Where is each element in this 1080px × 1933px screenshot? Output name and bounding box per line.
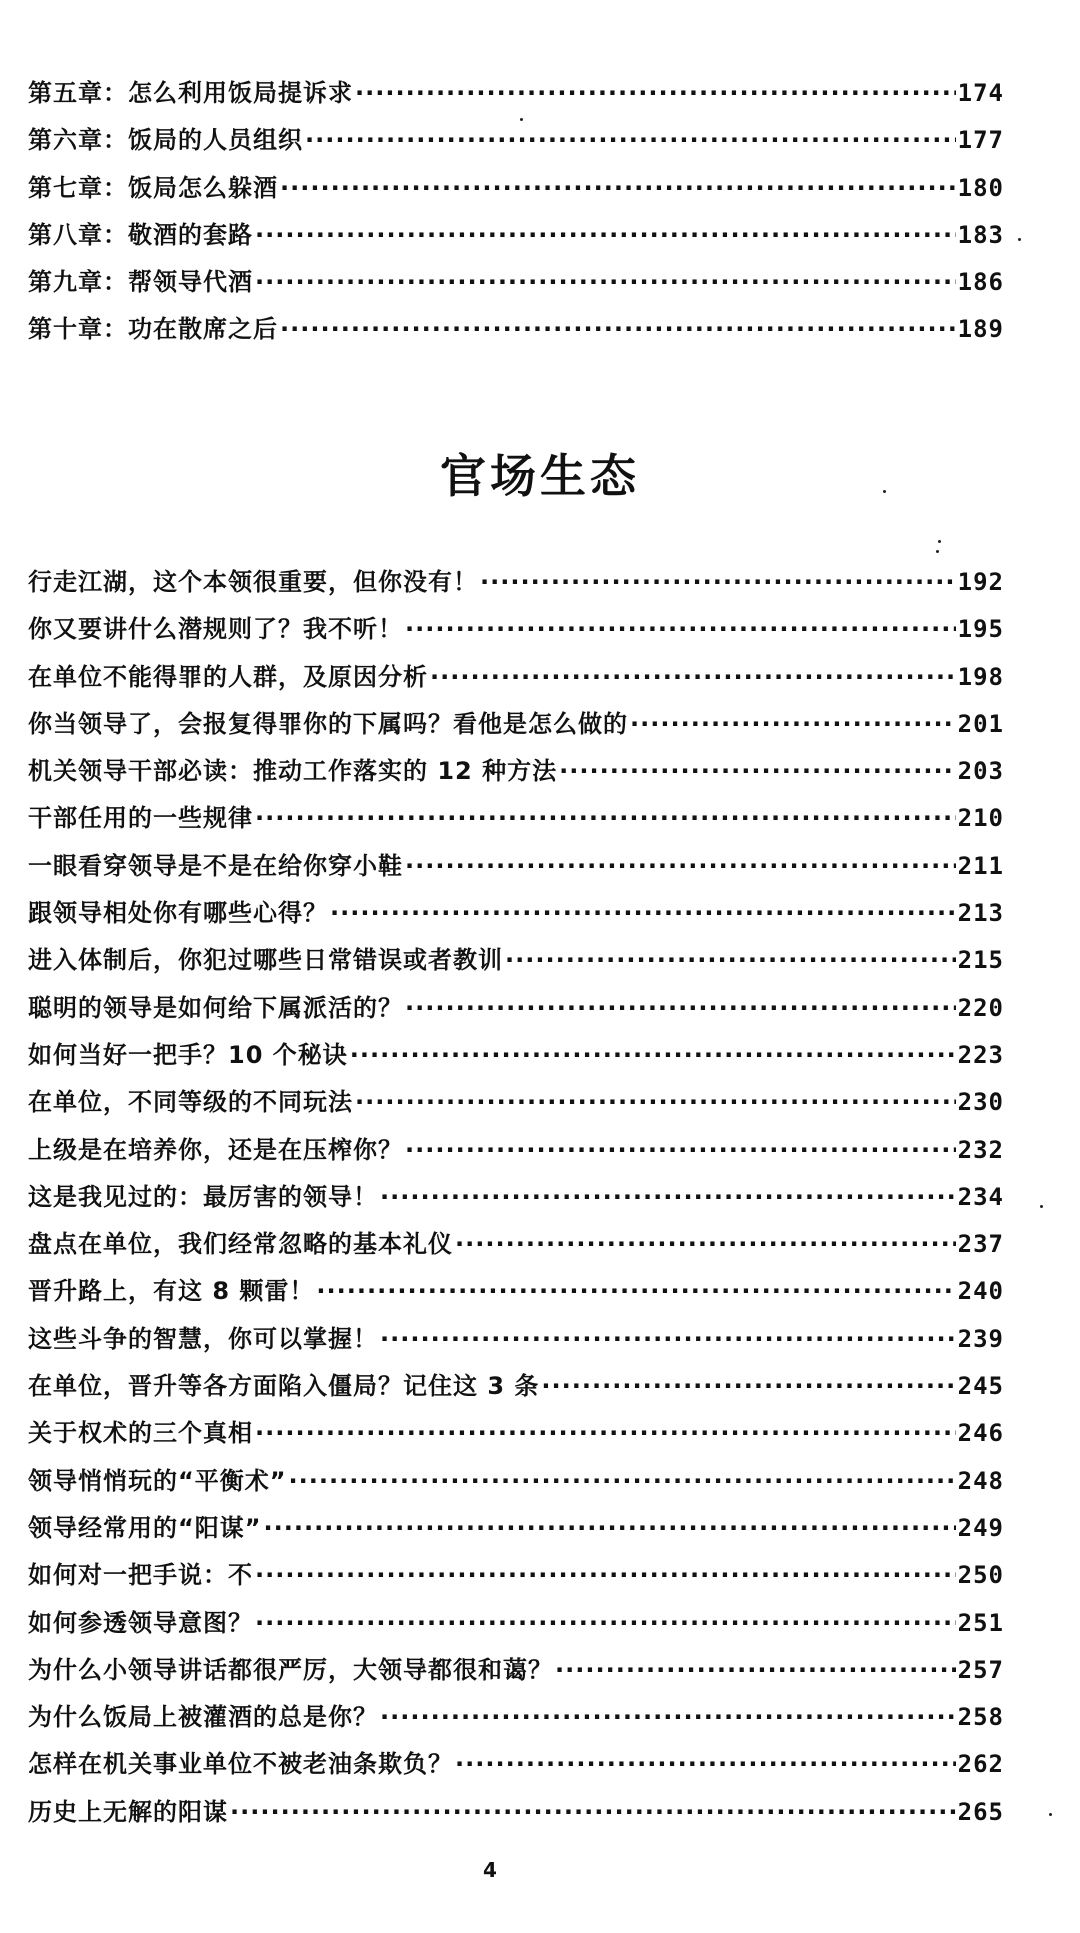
scan-speck — [883, 490, 886, 493]
toc-entry-page: 195 — [957, 615, 1004, 644]
toc-dot-leader — [380, 1703, 956, 1731]
toc-entry-page: 223 — [957, 1040, 1004, 1069]
toc-entry-title: 历史上无解的阳谋 — [28, 1797, 228, 1826]
toc-entry-page: 240 — [957, 1277, 1004, 1306]
toc-dot-leader — [630, 710, 956, 738]
toc-dot-leader — [330, 899, 956, 927]
toc-dot-leader — [405, 994, 956, 1022]
toc-entry-page: 234 — [957, 1182, 1004, 1211]
toc-entry-title: 如何对一把手说：不 — [28, 1561, 253, 1590]
toc-entry — [28, 1555, 1004, 1602]
toc-entry-title: 在单位，不同等级的不同玩法 — [28, 1088, 353, 1117]
toc-dot-leader — [255, 268, 956, 296]
toc-dot-leader — [280, 315, 956, 343]
toc-entry-page: 215 — [957, 946, 1004, 975]
toc-entry — [28, 562, 1004, 609]
toc-entry-page: 262 — [957, 1750, 1004, 1779]
toc-entry-title: 跟领导相处你有哪些心得？ — [28, 899, 328, 928]
toc-dot-leader — [316, 1277, 955, 1305]
toc-dot-leader — [280, 174, 956, 202]
toc-dot-leader — [305, 126, 956, 154]
toc-entry-title: 机关领导干部必读：推动工作落实的 12 种方法 — [28, 757, 558, 786]
toc-entry-page: 230 — [957, 1088, 1004, 1117]
toc-entry — [28, 262, 1004, 309]
scan-speck — [520, 118, 523, 121]
toc-entry-title: 如何参透领导意图？ — [28, 1608, 253, 1637]
toc-dot-leader — [480, 568, 956, 596]
toc-entry-page: 203 — [957, 757, 1004, 786]
toc-entry-page: 232 — [957, 1135, 1004, 1164]
toc-entry — [28, 1319, 1004, 1366]
toc-entry — [28, 168, 1004, 215]
toc-entry-title: 干部任用的一些规律 — [28, 804, 253, 833]
toc-dot-leader — [405, 1136, 956, 1164]
toc-dot-leader — [255, 221, 956, 249]
toc-dot-leader — [380, 1183, 956, 1211]
toc-entry-title: 你又要讲什么潜规则了？我不听！ — [28, 615, 403, 644]
toc-entry-title: 领导悄悄玩的“平衡术” — [28, 1466, 287, 1495]
toc-entry-page: 189 — [957, 315, 1004, 344]
toc-entry-title: 关于权术的三个真相 — [28, 1419, 253, 1448]
toc-entry-title: 第六章：饭局的人员组织 — [28, 126, 303, 155]
toc-entry-page: 210 — [957, 804, 1004, 833]
toc-dot-leader — [559, 757, 956, 785]
toc-entry-title: 在单位，晋升等各方面陷入僵局？记住这 3 条 — [28, 1372, 540, 1401]
toc-dot-leader — [230, 1798, 956, 1826]
toc-dot-leader — [455, 1750, 956, 1778]
toc-entry-page: 198 — [957, 662, 1004, 691]
toc-entry-title: 上级是在培养你，还是在压榨你？ — [28, 1135, 403, 1164]
toc-entry-page: 183 — [957, 220, 1004, 249]
toc-entry-title: 领导经常用的“阳谋” — [28, 1513, 262, 1542]
toc-entry — [28, 73, 1004, 120]
toc-entry-title: 第五章：怎么利用饭局提诉求 — [28, 79, 353, 107]
toc-entry — [28, 704, 1004, 751]
toc-dot-leader — [405, 852, 956, 880]
toc-entry-title: 盘点在单位，我们经常忽略的基本礼仪 — [28, 1230, 453, 1259]
toc-entry — [28, 798, 1004, 845]
toc-dot-leader — [405, 615, 956, 643]
toc-dot-leader — [541, 1372, 955, 1400]
section-heading: 官场生态 — [440, 449, 640, 503]
toc-entry-title: 为什么饭局上被灌酒的总是你？ — [28, 1703, 378, 1732]
toc-entry-page: 186 — [957, 268, 1004, 297]
toc-entry — [28, 1744, 1004, 1791]
toc-dot-leader — [255, 1419, 956, 1447]
toc-entry — [28, 1035, 1004, 1082]
toc-entry — [28, 1130, 1004, 1177]
toc-entry — [28, 1792, 1004, 1839]
toc-dot-leader — [555, 1656, 956, 1684]
toc-entry — [28, 1697, 1004, 1744]
toc-entry-page: 213 — [957, 899, 1004, 928]
toc-entry-page: 220 — [957, 993, 1004, 1022]
toc-entry-page: 211 — [957, 851, 1004, 880]
toc-dot-leader — [355, 1088, 956, 1116]
toc-entry — [28, 1461, 1004, 1508]
toc-entry-page: 251 — [957, 1608, 1004, 1637]
toc-entry — [28, 1082, 1004, 1129]
toc-entry — [28, 846, 1004, 893]
toc-dot-leader — [350, 1041, 956, 1069]
toc-entry — [28, 609, 1004, 656]
toc-dot-leader — [505, 946, 956, 974]
toc-entry — [28, 893, 1004, 940]
toc-dot-leader — [264, 1514, 956, 1542]
toc-entry-page: 177 — [957, 126, 1004, 155]
toc-entry — [28, 1508, 1004, 1555]
toc-entry-title: 第八章：敬酒的套路 — [28, 220, 253, 249]
toc-entry — [28, 751, 1004, 798]
scan-speck — [936, 550, 939, 553]
toc-entry-page: 257 — [957, 1655, 1004, 1684]
toc-entry-page: 248 — [957, 1466, 1004, 1495]
scan-speck — [938, 540, 941, 543]
toc-entry-title: 第十章：功在散席之后 — [28, 315, 278, 344]
toc-entry-page: 258 — [957, 1703, 1004, 1732]
toc-entry — [28, 1650, 1004, 1697]
toc-dot-leader — [289, 1467, 956, 1495]
toc-entry-page: 180 — [957, 173, 1004, 202]
toc-entry — [28, 309, 1004, 356]
toc-dot-leader — [255, 1609, 956, 1637]
toc-entry-title: 第七章：饭局怎么躲酒 — [28, 173, 278, 202]
toc-entry — [28, 1224, 1004, 1271]
toc-dot-leader — [430, 663, 956, 691]
toc-entry-page: 249 — [957, 1513, 1004, 1542]
toc-entry-title: 如何当好一把手？10 个秘诀 — [28, 1040, 348, 1069]
toc-entry-title: 进入体制后，你犯过哪些日常错误或者教训 — [28, 946, 503, 975]
toc-entry-page: 265 — [957, 1797, 1004, 1826]
toc-entry — [28, 120, 1004, 167]
toc-entry-title: 在单位不能得罪的人群，及原因分析 — [28, 662, 428, 691]
toc-entry — [28, 657, 1004, 704]
toc-list-main — [28, 562, 1004, 1839]
scan-speck — [1040, 1205, 1043, 1208]
toc-entry-title: 你当领导了，会报复得罪你的下属吗？看他是怎么做的 — [28, 709, 628, 738]
toc-entry-title: 这些斗争的智慧，你可以掌握！ — [28, 1324, 378, 1353]
toc-entry-title: 第九章：帮领导代酒 — [28, 268, 253, 297]
scan-speck — [1018, 238, 1021, 241]
toc-entry-page: 174 — [957, 79, 1004, 107]
toc-list-top — [28, 73, 1004, 357]
toc-entry-page: 246 — [957, 1419, 1004, 1448]
toc-dot-leader — [255, 804, 956, 832]
toc-entry-page: 245 — [957, 1372, 1004, 1401]
toc-entry — [28, 1603, 1004, 1650]
toc-entry — [28, 988, 1004, 1035]
toc-entry-title: 行走江湖，这个本领很重要，但你没有！ — [28, 568, 478, 596]
toc-dot-leader — [455, 1230, 956, 1258]
toc-entry-title: 为什么小领导讲话都很严厉，大领导都很和蔼？ — [28, 1655, 553, 1684]
toc-dot-leader — [255, 1561, 956, 1589]
toc-entry — [28, 1413, 1004, 1460]
toc-entry-page: 250 — [957, 1561, 1004, 1590]
toc-entry-page: 237 — [957, 1230, 1004, 1259]
toc-entry — [28, 1271, 1004, 1318]
toc-entry-title: 一眼看穿领导是不是在给你穿小鞋 — [28, 851, 403, 880]
toc-entry-title: 这是我见过的：最厉害的领导！ — [28, 1182, 378, 1211]
toc-entry-title: 怎样在机关事业单位不被老油条欺负？ — [28, 1750, 453, 1779]
toc-entry-page: 192 — [957, 568, 1004, 596]
toc-entry-title: 聪明的领导是如何给下属派活的？ — [28, 993, 403, 1022]
toc-dot-leader — [380, 1325, 956, 1353]
toc-entry — [28, 940, 1004, 987]
toc-entry — [28, 215, 1004, 262]
toc-dot-leader — [355, 79, 956, 107]
toc-entry-page: 201 — [957, 709, 1004, 738]
page-number: 4 — [483, 1858, 497, 1882]
toc-entry — [28, 1366, 1004, 1413]
scan-speck — [1049, 1813, 1052, 1816]
toc-entry — [28, 1177, 1004, 1224]
toc-entry-title: 晋升路上，有这 8 颗雷！ — [28, 1277, 315, 1306]
toc-entry-page: 239 — [957, 1324, 1004, 1353]
